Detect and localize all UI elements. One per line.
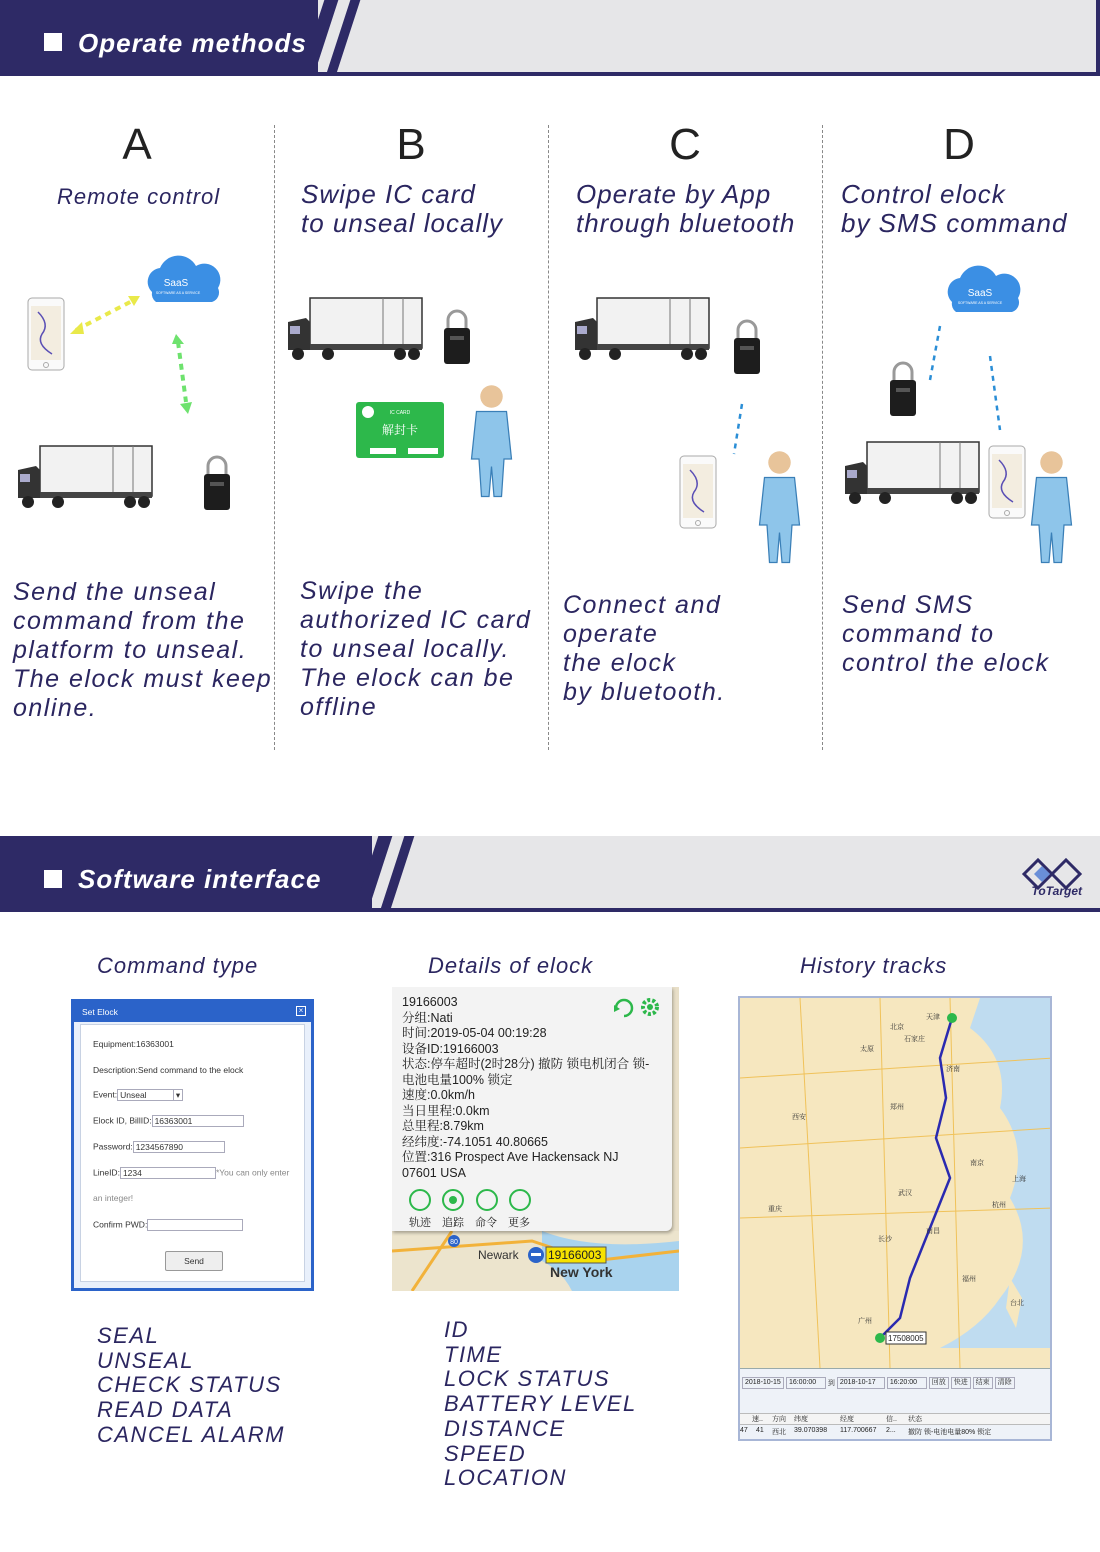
- dialog-title: Set Elock: [82, 1007, 118, 1017]
- method-subtitle: Operate by App through bluetooth: [576, 179, 796, 238]
- software-interface-banner: [0, 836, 1100, 912]
- event-label: Event:: [93, 1089, 118, 1100]
- svg-text:New York: New York: [550, 1264, 613, 1280]
- history-tracks-panel: [738, 996, 1052, 1441]
- set-elock-dialog: [71, 999, 314, 1291]
- method-letter: D: [943, 120, 975, 169]
- padlock-icon: [890, 363, 916, 416]
- info-line: 速度:0.0km/h: [402, 1088, 475, 1102]
- phone-icon: [28, 298, 64, 370]
- ic-card-icon: [356, 402, 444, 458]
- confirm-label: Confirm PWD:: [93, 1219, 148, 1230]
- column-header: 方向: [772, 1416, 786, 1423]
- list-item: BATTERY LEVEL: [444, 1391, 637, 1417]
- list-item: TIME: [444, 1341, 503, 1367]
- svg-text:SaaS: SaaS: [967, 288, 993, 299]
- info-line: 经纬度:-74.1051 40.80665: [402, 1134, 548, 1149]
- track-icon[interactable]: [409, 1189, 431, 1211]
- list-item: READ DATA: [97, 1397, 234, 1423]
- more-icon[interactable]: [509, 1189, 531, 1211]
- city-label: 济南: [946, 1066, 960, 1073]
- elock-id-field[interactable]: 16363001: [152, 1115, 244, 1127]
- city-label: 郑州: [890, 1104, 904, 1111]
- follow-icon[interactable]: [442, 1189, 464, 1211]
- logo-text: ToTarget: [1031, 884, 1082, 898]
- city-labels: [740, 998, 1052, 1368]
- method-letter: B: [396, 120, 426, 169]
- city-label: 石家庄: [904, 1036, 925, 1043]
- table-cell: 撤防 锁-电池电量80% 锁定: [908, 1429, 992, 1436]
- column-header: 速..: [752, 1416, 763, 1423]
- action-label: 命令: [475, 1217, 497, 1229]
- method-subtitle: Control elock by SMS command: [841, 179, 1068, 238]
- action-label: 轨迹: [409, 1217, 431, 1229]
- column-header: 状态: [908, 1416, 922, 1423]
- command-icon[interactable]: [476, 1189, 498, 1211]
- svg-text:Newark: Newark: [478, 1248, 519, 1262]
- table-cell: 47: [740, 1427, 748, 1434]
- line-id-hint-2: an integer!: [93, 1193, 134, 1203]
- truck-icon: [288, 298, 422, 360]
- svg-text:17508005: 17508005: [888, 1334, 924, 1343]
- city-label: 太原: [860, 1046, 874, 1053]
- column-header: 信..: [886, 1416, 897, 1423]
- info-line: 总里程:8.79km: [402, 1119, 484, 1133]
- password-field[interactable]: 1234567890: [133, 1141, 225, 1153]
- caption-command-type: Command type: [97, 953, 259, 978]
- close-icon[interactable]: ×: [296, 1006, 306, 1016]
- playback-toolbar: [740, 1368, 1050, 1439]
- phone-icon: [989, 446, 1025, 518]
- info-line: 分组:Nati: [402, 1010, 453, 1025]
- end-button[interactable]: 结束: [973, 1377, 993, 1389]
- action-label: 追踪: [442, 1217, 464, 1229]
- event-select[interactable]: [117, 1089, 183, 1101]
- list-item: ID: [444, 1317, 469, 1342]
- info-line: 位置:316 Prospect Ave Hackensack NJ: [402, 1150, 619, 1164]
- person-icon: [760, 451, 800, 562]
- person-icon: [1032, 451, 1072, 562]
- list-item: UNSEAL: [97, 1347, 195, 1373]
- svg-text:解封卡: 解封卡: [381, 423, 419, 437]
- end-time-field[interactable]: 16:20:00: [887, 1377, 927, 1389]
- column-header: 经度: [840, 1416, 854, 1423]
- info-line: 设备ID:19166003: [402, 1041, 499, 1056]
- password-row: [93, 1141, 225, 1153]
- confirm-row: [93, 1219, 243, 1231]
- start-time-field[interactable]: 16:00:00: [786, 1377, 826, 1389]
- city-label: 上海: [1012, 1176, 1026, 1183]
- svg-text:SOFTWARE AS A SERVICE: SOFTWARE AS A SERVICE: [957, 301, 1003, 305]
- list-item: LOCATION: [444, 1465, 567, 1491]
- banner-edge: [1096, 0, 1100, 76]
- padlock-icon: [204, 457, 230, 510]
- truck-icon: [845, 442, 979, 504]
- refresh-settings-icons: [612, 995, 662, 1021]
- info-line: 状态:停车超时(2时28分) 撤防 锁电机闭合 锁-: [402, 1057, 650, 1071]
- saas-cloud-icon: [948, 266, 1021, 312]
- refresh-icon: [614, 1000, 632, 1016]
- section-title: Operate methods: [78, 28, 307, 58]
- end-date-field[interactable]: 2018-10-17: [837, 1377, 885, 1389]
- operate-methods-banner: [0, 0, 1100, 76]
- to-label: 到: [827, 1379, 835, 1387]
- line-id-field[interactable]: 1234: [120, 1167, 216, 1179]
- caption-history: History tracks: [800, 953, 948, 978]
- city-label: 武汉: [898, 1190, 912, 1197]
- method-description: Send the unseal command from the platform to unseal. The elock must keep online.: [13, 578, 273, 722]
- playback-button[interactable]: 回放: [929, 1377, 949, 1389]
- city-label: 南昌: [926, 1228, 940, 1235]
- table-cell: 41: [756, 1427, 764, 1434]
- truck-icon: [18, 446, 152, 508]
- saas-cloud-icon: [148, 256, 221, 302]
- banner-bullet: [44, 33, 62, 51]
- list-item: CHECK STATUS: [97, 1372, 282, 1398]
- city-label: 广州: [858, 1318, 872, 1325]
- method-subtitle: Swipe IC card to unseal locally: [301, 179, 503, 238]
- line-id-hint: *You can only enter: [215, 1167, 290, 1178]
- password-label: Password:: [93, 1141, 133, 1152]
- event-row: [93, 1089, 183, 1101]
- elock-details-panel: [392, 987, 679, 1291]
- section-title: Software interface: [78, 864, 322, 894]
- gear-icon: [643, 1000, 657, 1014]
- svg-text:SOFTWARE AS A SERVICE: SOFTWARE AS A SERVICE: [155, 291, 201, 295]
- city-label: 福州: [962, 1276, 976, 1283]
- method-description: Send SMS command to control the elock: [842, 591, 1050, 677]
- banner-underline: [0, 908, 1100, 912]
- city-label: 台北: [1010, 1300, 1024, 1307]
- city-label: 重庆: [768, 1206, 782, 1213]
- phone-icon: [680, 456, 716, 528]
- banner-underline: [0, 72, 1100, 76]
- column-header: 纬度: [794, 1416, 808, 1423]
- banner-bullet: [44, 870, 62, 888]
- svg-text:80: 80: [450, 1239, 458, 1246]
- table-cell: 西北: [772, 1429, 786, 1436]
- list-item: LOCK STATUS: [444, 1366, 611, 1392]
- svg-text:SaaS: SaaS: [163, 278, 189, 289]
- svg-text:19166003: 19166003: [548, 1248, 602, 1262]
- city-label: 北京: [890, 1024, 904, 1031]
- table-cell: 117.700667: [840, 1427, 877, 1434]
- city-label: 长沙: [878, 1236, 892, 1243]
- caption-details: Details of elock: [428, 953, 594, 978]
- device-number: 19166003: [402, 995, 458, 1009]
- list-item: CANCEL ALARM: [97, 1421, 285, 1447]
- method-description: Connect and operate the elock by bluetooth.: [563, 591, 726, 706]
- fast-forward-button[interactable]: 快进: [951, 1377, 971, 1389]
- table-cell: 39.070398: [794, 1427, 828, 1434]
- dialog-header: [74, 1002, 311, 1022]
- action-label: 更多: [508, 1217, 530, 1229]
- command-list: [97, 1324, 285, 1448]
- method-letter: C: [669, 120, 701, 169]
- elock-info-card: [392, 987, 672, 1231]
- elock-id-row: [93, 1115, 244, 1127]
- details-list: [444, 1318, 637, 1491]
- table-header: [740, 1413, 1050, 1425]
- start-date-field[interactable]: 2018-10-15: [742, 1377, 784, 1389]
- city-label: 西安: [792, 1114, 806, 1121]
- padlock-icon: [444, 311, 470, 364]
- description-label: Description:Send command to the elock: [93, 1065, 244, 1075]
- map-background: [392, 1231, 679, 1291]
- svg-text:IC CARD: IC CARD: [389, 410, 411, 416]
- clear-button[interactable]: 清除: [995, 1377, 1015, 1389]
- city-label: 杭州: [992, 1202, 1006, 1209]
- info-line: 07601 USA: [402, 1165, 466, 1180]
- list-item: DISTANCE: [444, 1415, 566, 1441]
- list-item: SEAL: [97, 1323, 160, 1348]
- line-id-label: LineID:: [93, 1167, 120, 1178]
- method-subtitle: Remote control: [57, 184, 221, 209]
- info-line: 当日里程:0.0km: [402, 1103, 490, 1118]
- truck-icon: [575, 298, 709, 360]
- confirm-pwd-field[interactable]: [147, 1219, 243, 1231]
- list-item: SPEED: [444, 1440, 527, 1466]
- line-id-row: [93, 1167, 289, 1179]
- elock-id-label: Elock ID, BillID:: [93, 1115, 152, 1126]
- info-line: 时间:2019-05-04 00:19:28: [402, 1026, 547, 1040]
- method-letter: A: [122, 120, 152, 169]
- date-controls: [742, 1377, 1015, 1389]
- chevron-down-icon: ▾: [173, 1090, 180, 1100]
- city-label: 南京: [970, 1160, 984, 1167]
- person-icon: [472, 385, 512, 496]
- event-value: Unseal: [120, 1090, 147, 1100]
- table-cell: 2...: [886, 1427, 896, 1434]
- city-label: 天津: [926, 1014, 940, 1021]
- dialog-body: [80, 1024, 305, 1282]
- send-button[interactable]: Send: [165, 1251, 223, 1271]
- method-description: Swipe the authorized IC card to unseal locally. The elock can be offline: [300, 577, 532, 721]
- methods-illustrations: [0, 240, 1100, 580]
- padlock-icon: [734, 321, 760, 374]
- equipment-label: Equipment:16363001: [93, 1039, 174, 1049]
- info-line: 电池电量100% 锁定: [402, 1072, 513, 1087]
